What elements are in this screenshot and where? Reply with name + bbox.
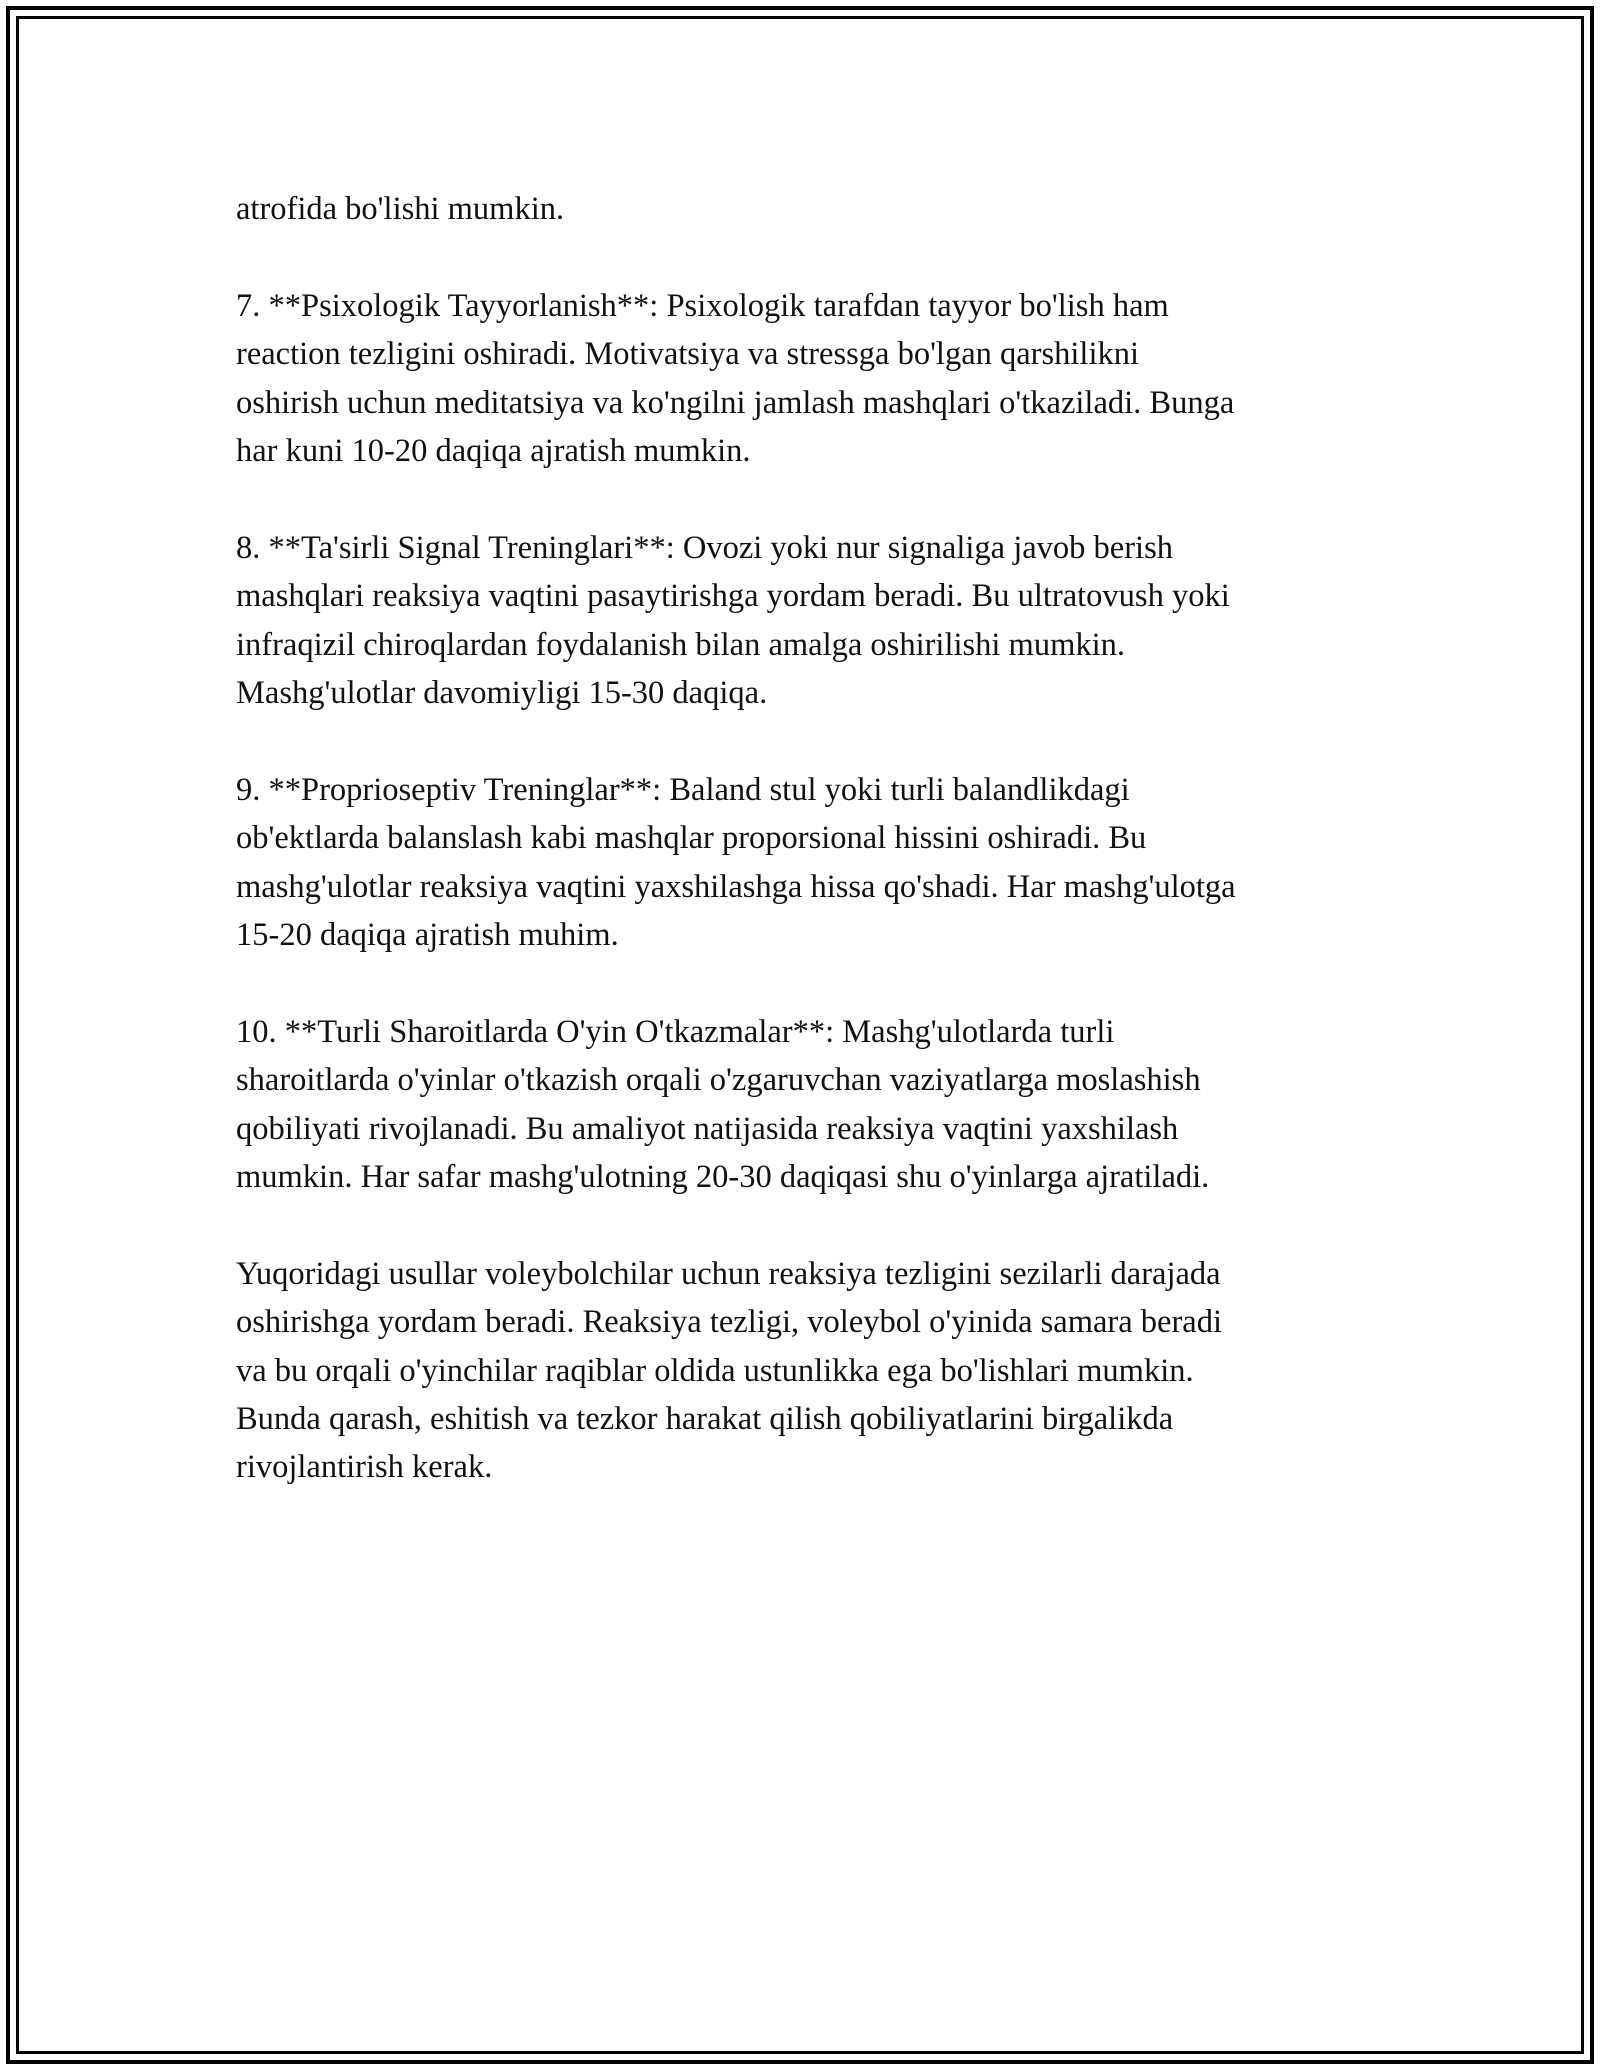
text-line: atrofida bo'lishi mumkin.	[236, 191, 565, 227]
text-line: va bu orqali o'yinchilar raqiblar oldida ustunlikka ega bo'lishlari mumkin.	[236, 1352, 1194, 1389]
text-line: 8. **Ta'sirli Signal Treninglari**: Ovozi yoki nur signaliga javob berish	[236, 529, 1173, 566]
text-line: 9. **Proprioseptiv Treninglar**: Baland stul yoki turli balandlikdagi	[236, 771, 1130, 808]
text-line: mashqlari reaksiya vaqtini pasaytirishga yordam beradi. Bu ultratovush yoki	[236, 578, 1230, 615]
paragraph-item-8	[236, 524, 1376, 718]
text-line: 7. **Psixologik Tayyorlanish**: Psixologik tarafdan tayyor bo'lish ham	[236, 287, 1169, 324]
text-line: 15-20 daqiqa ajratish muhim.	[236, 917, 619, 954]
paragraph-conclusion	[236, 1250, 1376, 1492]
text-line: ob'ektlarda balanslash kabi mashqlar proporsional hissini oshiradi. Bu	[236, 820, 1147, 857]
text-line: qobiliyati rivojlanadi. Bu amaliyot natijasida reaksiya vaqtini yaxshilash	[236, 1110, 1179, 1147]
text-line: oshirish uchun meditatsiya va ko'ngilni jamlash mashqlari o'tkaziladi. Bunga	[236, 384, 1235, 421]
text-line: rivojlantirish kerak.	[236, 1449, 493, 1486]
text-line: 10. **Turli Sharoitlarda O'yin O'tkazmalar**: Mashg'ulotlarda turli	[236, 1013, 1115, 1050]
text-line: mumkin. Har safar mashg'ulotning 20-30 daqiqasi shu o'yinlarga ajratiladi.	[236, 1159, 1210, 1196]
text-line: Yuqoridagi usullar voleybolchilar uchun reaksiya tezligini sezilarli darajada	[236, 1255, 1221, 1292]
text-line: sharoitlarda o'yinlar o'tkazish orqali o'zgaruvchan vaziyatlarga moslashish	[236, 1062, 1201, 1099]
paragraph-item-10	[236, 1008, 1376, 1202]
text-line: Bunda qarash, eshitish va tezkor harakat qilish qobiliyatlarini birgalikda	[236, 1401, 1174, 1438]
paragraph-continuation	[236, 185, 1376, 233]
text-line: reaction tezligini oshiradi. Motivatsiya va stressga bo'lgan qarshilikni	[236, 336, 1140, 373]
text-line: har kuni 10-20 daqiqa ajratish mumkin.	[236, 433, 751, 470]
text-line: infraqizil chiroqlardan foydalanish bilan amalga oshirilishi mumkin.	[236, 626, 1126, 663]
paragraph-item-9	[236, 766, 1376, 960]
text-line: Mashg'ulotlar davomiyligi 15-30 daqiqa.	[236, 675, 768, 712]
text-line: mashg'ulotlar reaksiya vaqtini yaxshilashga hissa qo'shadi. Har mashg'ulotga	[236, 868, 1236, 905]
text-line: oshirishga yordam beradi. Reaksiya tezligi, voleybol o'yinida samara beradi	[236, 1304, 1222, 1341]
document-body	[236, 185, 1376, 1540]
paragraph-item-7	[236, 282, 1376, 476]
